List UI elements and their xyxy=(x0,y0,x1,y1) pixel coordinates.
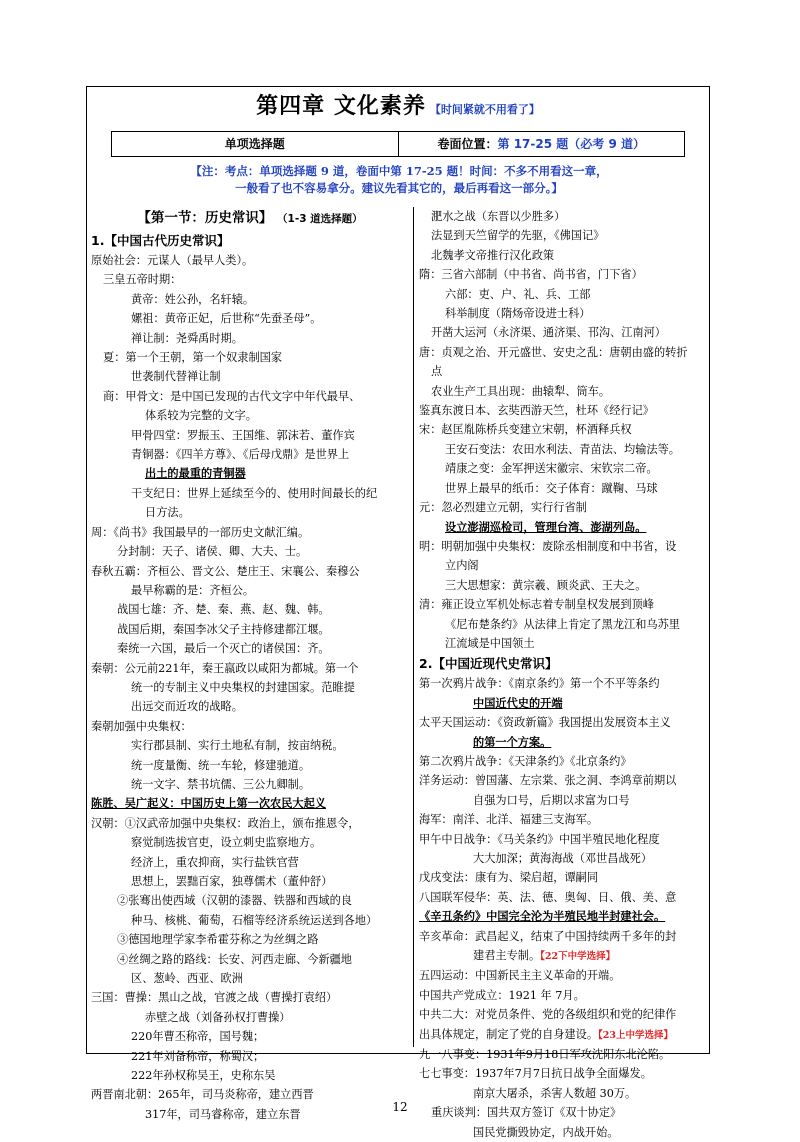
line-text: 禅让制：尧舜禹时期。 xyxy=(131,331,243,345)
text-line xyxy=(91,911,409,930)
line-text: 六部：吏、户、礼、兵、工部 xyxy=(445,287,591,301)
text-line xyxy=(419,653,707,674)
text-line xyxy=(91,406,409,425)
text-line xyxy=(419,304,707,323)
text-line xyxy=(91,1066,409,1085)
line-text: 清：雍正设立军机处标志着专制皇权发展到顶峰 xyxy=(419,598,654,612)
text-line xyxy=(91,969,409,988)
notice xyxy=(117,163,681,197)
line-text: 鉴真东渡日本、玄奘西游天竺，杜环《经行记》 xyxy=(419,404,654,418)
line-text: 王安石变法：农田水利法、青苗法、均输法等。 xyxy=(445,442,680,456)
text-line xyxy=(419,498,707,517)
line-text: 出具体规定，制定了党的自身建设。 xyxy=(419,1027,599,1041)
text-line xyxy=(419,907,707,926)
line-text: 北魏孝文帝推行汉化政策 xyxy=(431,248,555,262)
paper-position-cell xyxy=(398,132,685,156)
line-text: 赤壁之战（刘备孙权打曹操） xyxy=(145,1010,291,1024)
text-line xyxy=(419,556,707,575)
line-text: ④丝绸之路的路线：长安、河西走廊、今新疆地 xyxy=(117,952,352,966)
line-text: 《辛丑条约》中国完全沦为半殖民地半封建社会。 xyxy=(419,909,666,924)
line-text: ③德国地理学家李希霍芬称之为丝绸之路 xyxy=(117,933,319,947)
line-text: 分封制：天子、诸侯、卿、大夫、士。 xyxy=(117,545,308,559)
text-line xyxy=(419,966,707,985)
line-text: 辛亥革命：武昌起义，结束了中国持续两千多年的封 xyxy=(419,929,677,943)
line-text: 种马、核桃、葡萄，石榴等经济系统运送到各地） xyxy=(131,913,378,927)
text-line xyxy=(419,265,707,284)
line-text: 日方法。 xyxy=(145,506,190,520)
text-line xyxy=(91,620,409,639)
line-text: 七七事变：1937年7月7日抗日战争全面爆发。 xyxy=(419,1067,652,1081)
info-table xyxy=(111,131,685,157)
text-line xyxy=(419,810,707,829)
line-text: 两晋南北朝：265年，司马炎称帝，建立西晋 xyxy=(91,1088,314,1102)
text-line xyxy=(419,1123,707,1142)
line-text: 点 xyxy=(431,365,443,379)
text-line xyxy=(91,988,409,1007)
text-line xyxy=(419,226,707,245)
text-line xyxy=(91,950,409,969)
text-line xyxy=(91,1047,409,1066)
line-text: 317年，司马睿称帝，建立东晋 xyxy=(145,1107,301,1121)
text-line xyxy=(91,600,409,619)
line-text: 嫘祖：黄帝正妃，后世称“先蚕圣母”。 xyxy=(131,312,322,326)
text-line xyxy=(91,309,409,328)
text-line xyxy=(91,775,409,794)
line-text: 甲午中日战争：《马关条约》中国半殖民地化程度 xyxy=(419,832,660,846)
text-line xyxy=(419,518,707,537)
right-lines xyxy=(419,207,707,1142)
line-text: ②张骞出使西域（汉朝的漆器、铁器和西域的良 xyxy=(117,894,352,908)
text-line xyxy=(419,459,707,478)
left-lines xyxy=(91,230,409,1124)
line-text: 太平天国运动：《资政新篇》我国提出发展资本主义 xyxy=(419,716,671,730)
line-text: 元：忽必烈建立元朝，实行行省制 xyxy=(419,501,587,515)
text-line xyxy=(419,634,707,653)
line-text: 第一次鸦片战争：《南京条约》第一个不平等条约 xyxy=(419,677,660,691)
line-text: 重庆谈判：国共双方签订《双十协定》 xyxy=(431,1106,622,1120)
line-text: 三大思想家：黄宗羲、顾炎武、王夫之。 xyxy=(445,578,647,592)
line-text: 统一度量衡、统一车轮，修建驰道。 xyxy=(131,758,311,772)
section-title-text: 【第一节：历史常识】 xyxy=(137,210,273,226)
line-text: 思想上，罢黜百家，独尊儒术（董仲舒） xyxy=(131,875,333,888)
text-line xyxy=(91,678,409,697)
text-line xyxy=(419,246,707,265)
text-line xyxy=(419,1005,707,1024)
line-text: 222年孙权称吴王，史称东吴 xyxy=(131,1069,276,1083)
line-text: 立内阁 xyxy=(445,559,479,573)
line-text: 唐：贞观之治、开元盛世、安史之乱：唐朝由盛的转折 xyxy=(419,345,688,359)
text-line xyxy=(419,576,707,595)
text-line xyxy=(91,562,409,581)
text-line xyxy=(419,830,707,849)
text-line xyxy=(91,251,409,270)
line-text: 最早称霸的是：齐桓公。 xyxy=(131,583,255,597)
line-text: 第二次鸦片战争：《天津条约》《北京条约》 xyxy=(419,754,632,768)
line-text: 220年曹丕称帝，国号魏； xyxy=(131,1030,265,1044)
line-text: 三皇五帝时期： xyxy=(103,273,182,287)
line-text: 商：甲骨文：是中国已发现的古代文字中年代最早、 xyxy=(103,389,361,403)
text-line xyxy=(419,986,707,1005)
text-line xyxy=(419,849,707,868)
paper-position-value: 第 17-25 题（必考 9 道） xyxy=(497,137,645,151)
text-line xyxy=(419,713,707,732)
text-line xyxy=(419,791,707,810)
title-row xyxy=(87,87,709,127)
line-text: 八国联军侵华：英、法、德、奥匈、日、俄、美、意 xyxy=(419,890,677,904)
line-text: 戊戌变法：康有为、梁启超，谭嗣同 xyxy=(419,871,599,885)
text-line xyxy=(419,362,707,381)
line-text: 自强为口号，后期以求富为口号 xyxy=(473,793,630,807)
notice-line: 一般看了也不容易拿分。建议先看其它的，最后再看这一部分。】 xyxy=(235,181,563,195)
text-line xyxy=(419,382,707,401)
text-line xyxy=(419,1064,707,1083)
text-line xyxy=(91,484,409,503)
line-text: 青铜器：《四羊方尊》、《后母戊鼎》是世界上 xyxy=(131,448,350,462)
text-line xyxy=(91,1008,409,1027)
line-text: 春秋五霸：齐桓公、晋文公、楚庄王、宋襄公、秦穆公 xyxy=(91,564,360,578)
line-text: 秦朝加强中央集权： xyxy=(91,719,192,733)
line-text: 开凿大运河（永济渠、通济渠、邗沟、江南河） xyxy=(431,326,666,340)
text-line xyxy=(419,440,707,459)
line-text: 世界上最早的纸币：交子体育：蹴鞠、马球 xyxy=(445,481,658,495)
text-line xyxy=(91,464,409,483)
line-text: 三国：曹操：黑山之战，官渡之战（曹操打袁绍） xyxy=(91,991,338,1005)
line-text: 洋务运动：曾国藩、左宗棠、张之洞、李鸿章前期以 xyxy=(419,774,677,788)
line-text: 出远交而近攻的战略。 xyxy=(131,700,243,714)
text-line xyxy=(419,733,707,752)
line-text: 区、葱岭、西亚、欧洲 xyxy=(131,972,243,986)
line-text: 法显到天竺留学的先驱，《佛国记》 xyxy=(431,229,605,243)
text-line xyxy=(419,868,707,887)
line-text: 经济上，重农抑商，实行盐铁官营 xyxy=(131,855,299,869)
text-line xyxy=(419,285,707,304)
text-line xyxy=(419,771,707,790)
chapter-title: 第四章 文化素养 xyxy=(256,94,426,119)
line-text: 设立澎湖巡检司，管理台湾、澎湖列岛。 xyxy=(445,519,647,534)
line-text: 明：明朝加强中央集权：废除丞相制度和中书省，设 xyxy=(419,539,677,553)
line-text: 干支纪日：世界上延续至今的、使用时间最长的纪 xyxy=(131,486,378,500)
line-text: 世袭制代替禅让制 xyxy=(131,370,221,384)
text-line xyxy=(419,207,707,226)
line-text: 秦朝：公元前221年，秦王嬴政以咸阳为都城。第一个 xyxy=(91,661,359,675)
text-line xyxy=(419,946,707,966)
line-text: 战国七雄：齐、楚、秦、燕、赵、魏、韩。 xyxy=(117,603,330,617)
text-line xyxy=(419,323,707,342)
line-text: 统一文字、禁书坑儒、三公九卿制。 xyxy=(131,777,311,791)
line-text: 宋：赵匡胤陈桥兵变建立宋朝，杯酒释兵权 xyxy=(419,423,632,437)
text-line xyxy=(91,1027,409,1046)
line-text: 五四运动：中国新民主主义革命的开端。 xyxy=(419,969,621,983)
line-text: 原始社会：元谋人（最早人类）。 xyxy=(91,254,254,267)
text-line xyxy=(91,853,409,872)
text-line xyxy=(91,872,409,891)
line-text: 《尼布楚条约》从法律上肯定了黑龙江和乌苏里 xyxy=(445,617,680,631)
section-subtitle: （1-3 道选择题） xyxy=(277,213,363,225)
line-text: 汉朝：①汉武帝加强中央集权：政治上，颁布推恩令， xyxy=(91,816,360,830)
text-line xyxy=(91,329,409,348)
text-line xyxy=(91,348,409,367)
text-line xyxy=(91,659,409,678)
line-text: 察觉制选拔官吏，设立刺史监察地方。 xyxy=(131,836,322,850)
text-line xyxy=(91,930,409,949)
text-line xyxy=(91,717,409,736)
line-text: 农业生产工具出现：曲辕犁、筒车。 xyxy=(431,384,611,398)
line-text: 周：《尚书》我国最早的一部历史文献汇编。 xyxy=(91,525,310,539)
exam-tag: 【23上中学选择】 xyxy=(598,1029,673,1041)
text-line xyxy=(91,270,409,289)
text-line xyxy=(419,674,707,693)
line-text: 隋：三省六部制（中书省、尚书省，门下省） xyxy=(419,268,643,282)
line-text: 靖康之变：金军押送宋徽宗、宋钦宗二帝。 xyxy=(445,462,658,476)
text-line xyxy=(419,595,707,614)
line-text: 体系较为完整的文字。 xyxy=(145,409,257,423)
line-text: 的第一个方案。 xyxy=(473,734,552,749)
text-line xyxy=(419,694,707,713)
text-line xyxy=(91,756,409,775)
line-text: 221年刘备称帝，称蜀汉； xyxy=(131,1049,265,1063)
text-line xyxy=(91,794,409,813)
line-text: 中国近代史的开端 xyxy=(473,695,563,710)
text-line xyxy=(91,387,409,406)
text-line xyxy=(419,888,707,907)
text-line xyxy=(91,833,409,852)
text-line xyxy=(419,615,707,634)
text-line xyxy=(91,542,409,561)
text-line xyxy=(91,891,409,910)
text-line xyxy=(419,420,707,439)
text-line xyxy=(91,736,409,755)
text-line xyxy=(91,503,409,522)
left-column xyxy=(91,207,409,1124)
text-line xyxy=(91,290,409,309)
line-text: 中共二大：对党员条件、党的各级组织和党的纪律作 xyxy=(419,1008,677,1022)
right-column xyxy=(419,207,707,1142)
line-text: 中国共产党成立：1921 年 7月。 xyxy=(419,988,585,1002)
line-text: 淝水之战（东晋以少胜多） xyxy=(431,210,566,223)
line-text: 出土的最重的青铜器 xyxy=(145,466,246,481)
question-type-cell: 单项选择题 xyxy=(224,137,285,151)
line-text: 实行郡县制、实行土地私有制，按亩纳税。 xyxy=(131,739,344,753)
text-line xyxy=(91,523,409,542)
text-line xyxy=(419,1045,707,1064)
paper-position-label: 卷面位置： xyxy=(437,137,498,151)
text-line xyxy=(91,639,409,658)
text-line xyxy=(419,752,707,771)
exam-tag: 【22下中学选择】 xyxy=(540,951,616,963)
notice-line: 【注：考点：单项选择题 9 道，卷面中第 17-25 题！时间：不多不用看这一章， xyxy=(190,164,608,178)
text-line xyxy=(91,697,409,716)
text-line xyxy=(419,401,707,420)
text-line xyxy=(419,479,707,498)
chapter-note: 【时间紧就不用看了】 xyxy=(429,103,540,116)
text-line xyxy=(91,445,409,464)
line-text: 南京大屠杀，杀害人数超 30万。 xyxy=(473,1086,637,1100)
text-line xyxy=(91,230,409,251)
text-line xyxy=(91,581,409,600)
line-text: 大大加深；黄海海战（邓世昌战死） xyxy=(473,852,653,865)
line-text: 统一的专制主义中央集权的封建国家。范睢提 xyxy=(131,680,355,694)
section-title xyxy=(91,207,409,230)
line-text: 2.【中国近现代史常识】 xyxy=(419,656,558,672)
line-text: 江流域是中国领土 xyxy=(445,636,535,650)
line-text: 陈胜、吴广起义：中国历史上第一次农民大起义 xyxy=(91,796,326,811)
text-line xyxy=(91,367,409,386)
line-text: 甲骨四堂：罗振玉、王国维、郭沫若、董作宾 xyxy=(131,428,355,442)
line-text: 夏：第一个王朝，第一个奴隶制国家 xyxy=(103,351,283,365)
text-line xyxy=(419,1025,707,1045)
line-text: 战国后期，秦国李冰父子主持修建都江堰。 xyxy=(117,622,330,636)
line-text: 建君主专制。 xyxy=(473,949,541,963)
line-text: 科举制度（隋炀帝设进士科） xyxy=(445,307,591,321)
line-text: 1.【中国古代历史常识】 xyxy=(91,233,230,248)
line-text: 黄帝：姓公孙，名轩辕。 xyxy=(131,292,255,306)
line-text: 秦统一六国，最后一个灭亡的诸侯国：齐。 xyxy=(117,642,330,656)
text-line xyxy=(91,814,409,833)
line-text: 国民党撕毁协定，内战开始。 xyxy=(473,1125,619,1139)
text-line xyxy=(91,426,409,445)
page-number: 12 xyxy=(392,1100,408,1114)
text-line xyxy=(419,537,707,556)
line-text: 九一八事变：1931年9月18日军攻沈阳东北沦陷。 xyxy=(419,1048,671,1062)
text-line xyxy=(419,343,707,362)
column-divider xyxy=(413,207,414,1047)
line-text: 海军：南洋、北洋、福建三支海军。 xyxy=(419,813,599,827)
text-line xyxy=(419,927,707,946)
